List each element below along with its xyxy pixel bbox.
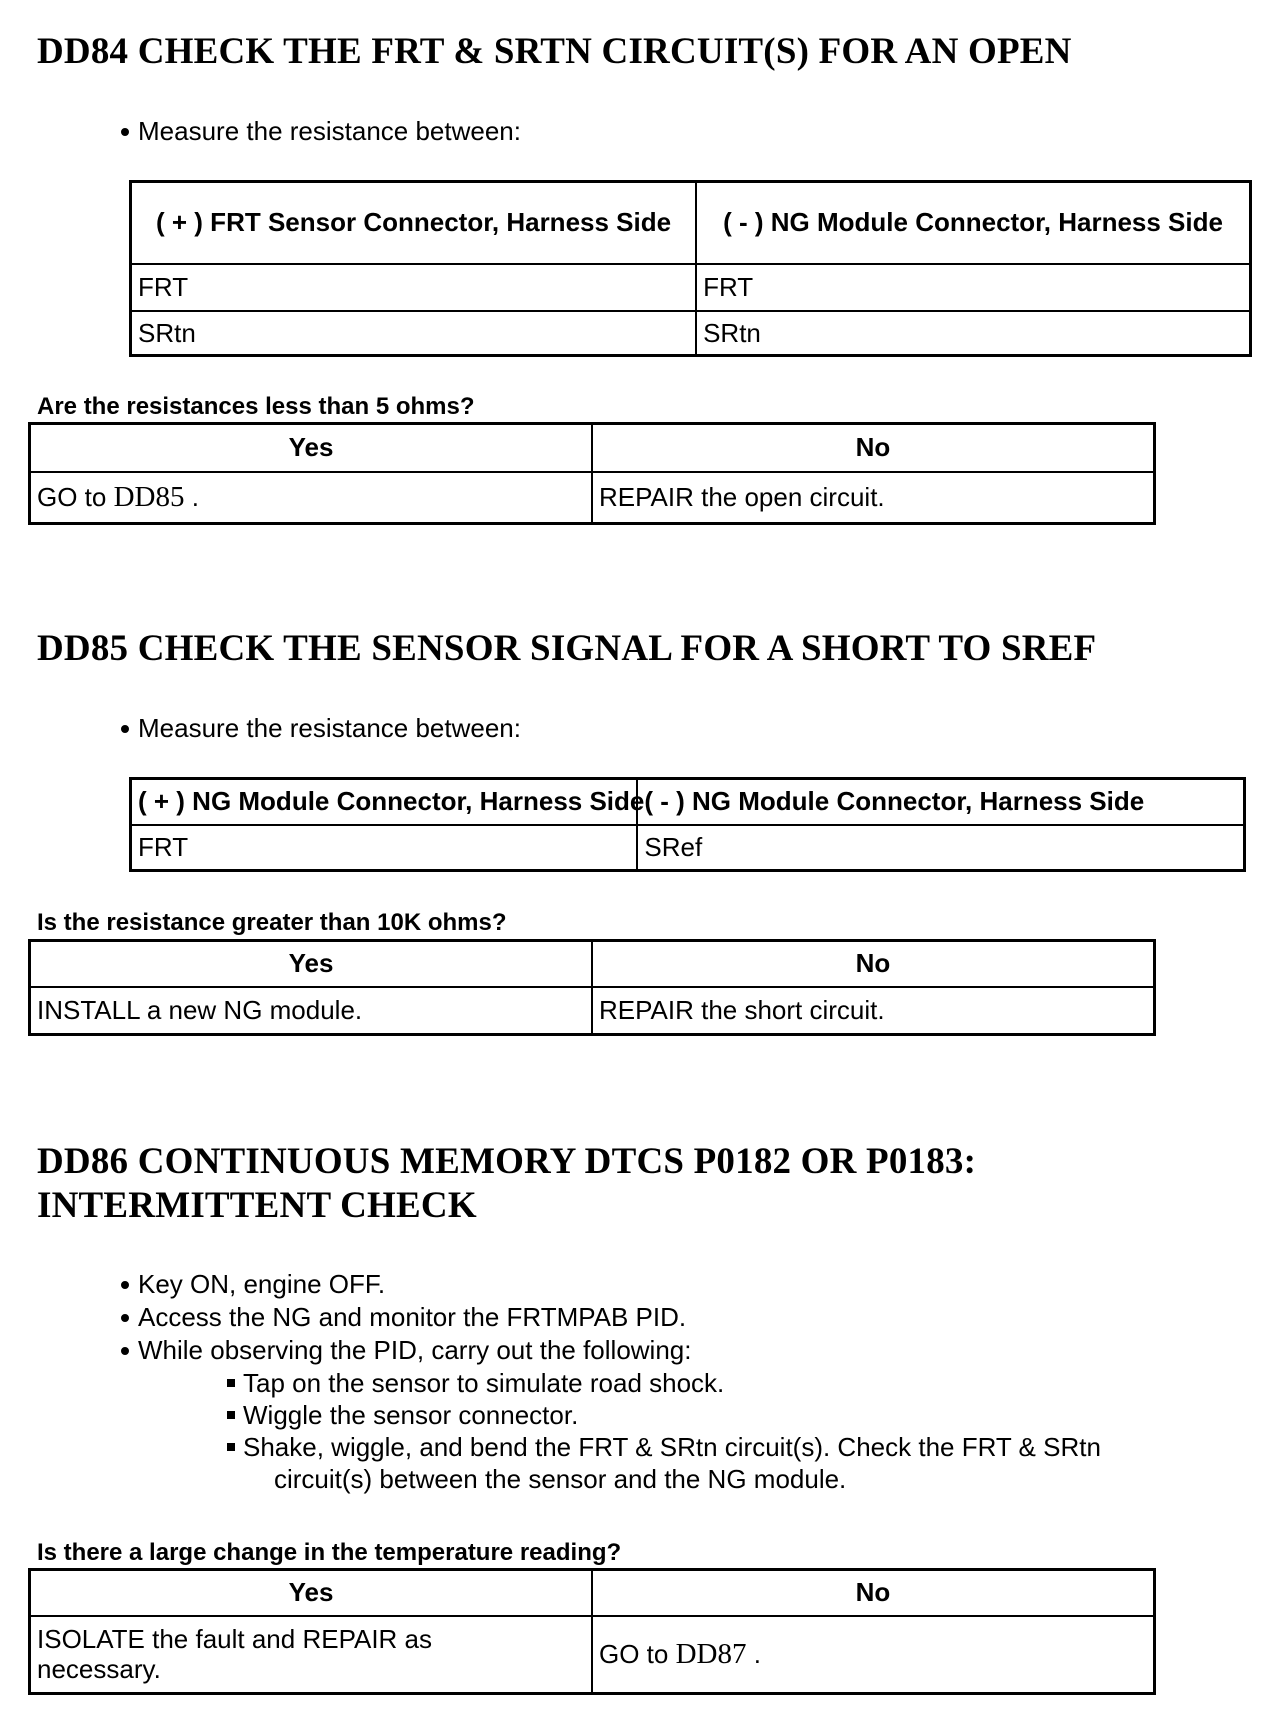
dd84-instruction: Measure the resistance between: [119,115,521,148]
dd84-question: Are the resistances less than 5 ohms? [37,393,475,420]
dd86-heading-line1: DD86 CONTINUOUS MEMORY DTCS P0182 OR P0183: [37,1141,977,1182]
dd84-yes-suffix: . [191,482,199,513]
dd85-question: Is the resistance greater than 10K ohms? [37,909,507,936]
dd86-substep: Wiggle the sensor connector. [119,1399,1101,1431]
dd86-heading [37,1140,976,1228]
dd86-no-header: No [592,1570,1155,1616]
dd84-heading: DD84 CHECK THE FRT & SRTN CIRCUIT(S) FOR AN OPEN [37,31,1072,72]
dd86-yes-cell: ISOLATE the fault and REPAIR as necessary. [30,1616,593,1694]
dd85-no-header: No [592,941,1155,987]
dd84-measure-table [129,180,1252,357]
dd84-answer-table [28,422,1156,525]
dd84-measure-header-minus: ( - ) NG Module Connector, Harness Side [696,182,1250,264]
dd85-yes-cell: INSTALL a new NG module. [30,987,593,1035]
dd84-yes-ref-link[interactable]: DD85 [113,481,185,514]
dd86-substep: Shake, wiggle, and bend the FRT & SRtn circuit(s). Check the FRT & SRtn [119,1431,1101,1463]
dd84-yes-prefix: GO to [37,482,107,513]
dd86-substep-continuation: circuit(s) between the sensor and the NG module. [274,1464,847,1494]
dd86-step: While observing the PID, carry out the following: [119,1334,1101,1367]
dd86-no-prefix: GO to [599,1639,669,1670]
dd85-measure-header-minus: ( - ) NG Module Connector, Harness Side [637,779,1244,825]
dd86-no-suffix: . [753,1639,761,1670]
dd85-measure-table [129,777,1246,872]
table-cell: SRtn [131,311,697,356]
dd86-question: Is there a large change in the temperature reading? [37,1539,622,1566]
dd85-measure-header-row [131,779,1245,825]
table-cell: SRef [637,825,1244,871]
dd84-yes-header: Yes [30,424,593,472]
dd86-step: Access the NG and monitor the FRTMPAB PID. [119,1301,1101,1334]
table-cell: SRtn [696,311,1250,356]
dd84-yes-cell [30,472,593,524]
table-cell: FRT [131,825,638,871]
dd86-step: Key ON, engine OFF. [119,1268,1101,1301]
dd86-no-ref-link[interactable]: DD87 [675,1638,747,1671]
dd85-no-cell: REPAIR the short circuit. [592,987,1155,1035]
dd84-instructions [119,115,521,148]
dd86-steps [119,1268,1101,1495]
table-row [131,825,1245,871]
dd85-heading: DD85 CHECK THE SENSOR SIGNAL FOR A SHORT TO SREF [37,628,1097,669]
dd86-no-cell [592,1616,1155,1694]
dd84-measure-header-row [131,182,1251,264]
dd84-measure-header-plus: ( + ) FRT Sensor Connector, Harness Side [131,182,697,264]
dd85-instruction: Measure the resistance between: [119,712,521,745]
dd84-no-header: No [592,424,1155,472]
dd86-substep: Tap on the sensor to simulate road shock. [119,1367,1101,1399]
table-cell: FRT [696,264,1250,311]
dd85-measure-header-plus: ( + ) NG Module Connector, Harness Side [131,779,638,825]
dd84-no-cell: REPAIR the open circuit. [592,472,1155,524]
dd86-heading-line2: INTERMITTENT CHECK [37,1185,477,1226]
table-row [131,311,1251,356]
table-row [131,264,1251,311]
dd86-yes-header: Yes [30,1570,593,1616]
table-cell: FRT [131,264,697,311]
dd85-instructions [119,712,521,745]
dd85-answer-table [28,939,1156,1036]
dd85-yes-header: Yes [30,941,593,987]
dd86-answer-table [28,1568,1156,1695]
